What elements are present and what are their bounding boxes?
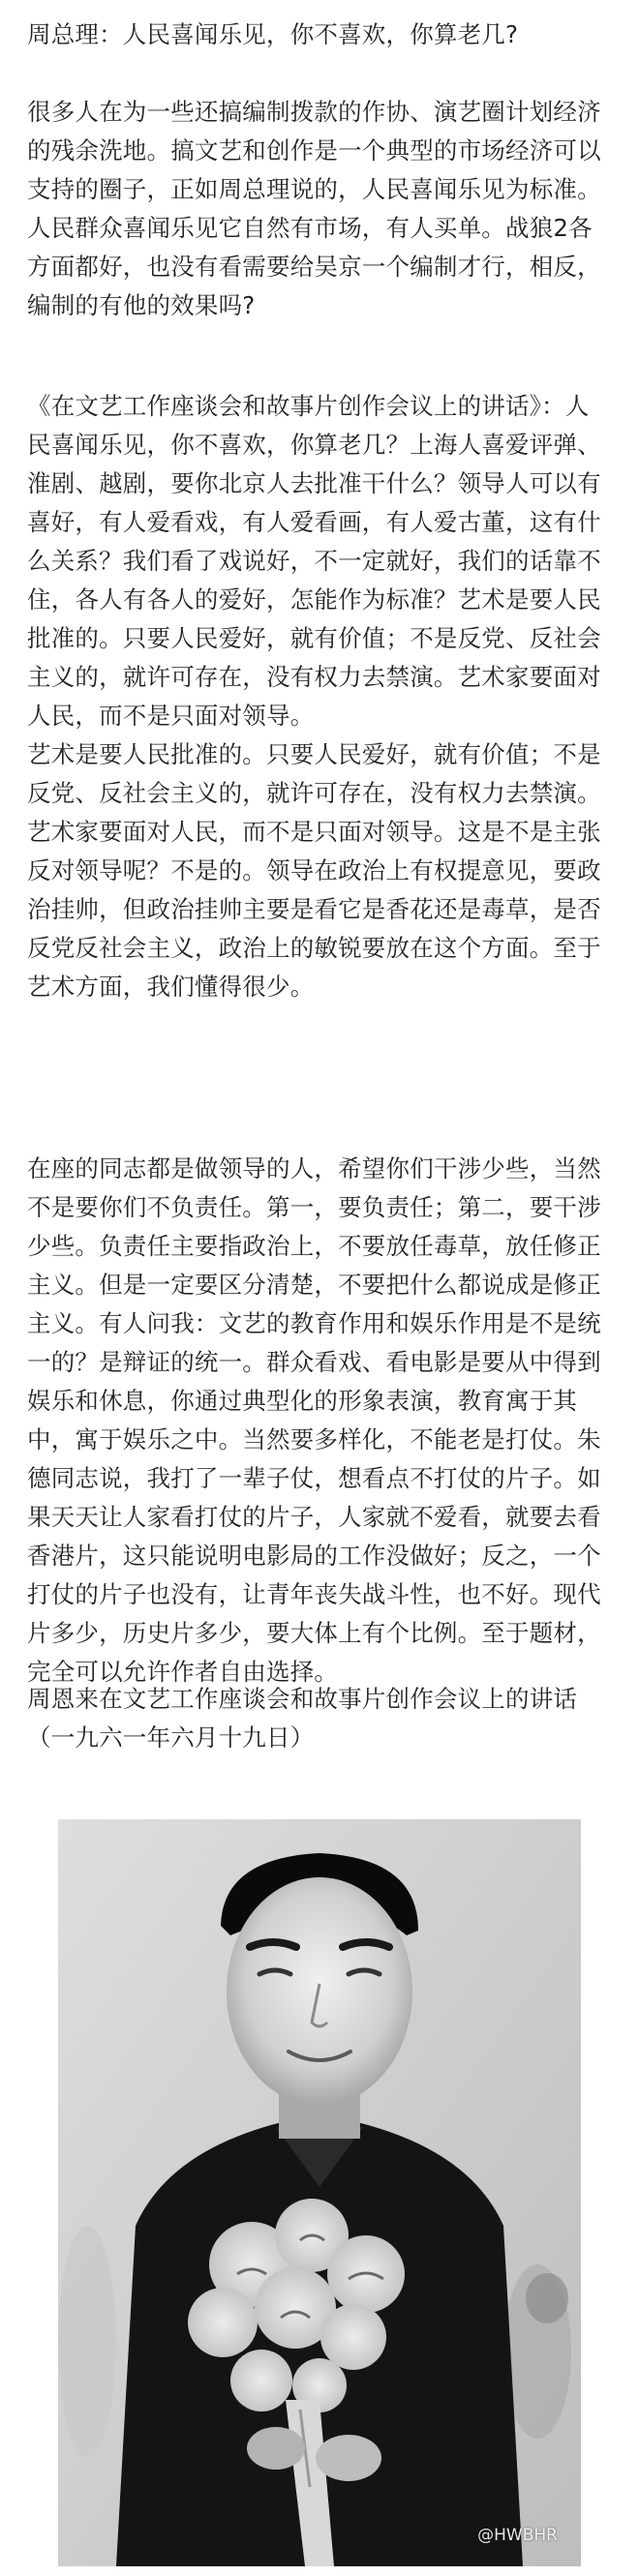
post-paragraph: 很多人在为一些还搞编制拨款的作协、演艺圈计划经济的残余洗地。搞文艺和创作是一个典型的市场经济可以支持的圈子，正如周总理说的，人民喜闻乐见为标准。人民群众喜闻乐见它自然有市场，有人买单。战狼2各方面都好，也没有看需要给吴京一个编制才行，相反，编制的有他的效果吗? xyxy=(27,98,601,319)
portrait-photo[interactable] xyxy=(58,1819,581,2566)
post-paragraph: 周恩来在文艺工作座谈会和故事片创作会议上的讲话（一九六一年六月十九日） xyxy=(27,1685,578,1752)
portrait-image xyxy=(58,1819,581,2566)
post-paragraph: 艺术是要人民批准的。只要人民爱好，就有价值；不是反党、反社会主义的，就许可存在，没有权力去禁演。艺术家要面对人民，而不是只面对领导。这是不是主张反对领导呢？不是的。领导在政治上有权提意见，要政治挂帅，但政治挂帅主要是看它是香花还是毒草，是否反党反社会主义，政治上的敏锐要放在这个方面。至于艺术方面，我们懂得很少。 xyxy=(27,740,601,1001)
post-paragraph: 在座的同志都是做领导的人，希望你们干涉少些，当然不是要你们不负责任。第一，要负责任；第二，要干涉少些。负责任主要指政治上，不要放任毒草，放任修正主义。但是一定要区分清楚，不要把什么都说成是修正主义。有人问我：文艺的教育作用和娱乐作用是不是统一的？是辩证的统一。群众看戏、看电影是要从中得到娱乐和休息，你通过典型化的形象表演，教育寓于其中，寓于娱乐之中。当然要多样化，不能老是打仗。朱德同志说，我打了一辈子仗，想看点不打仗的片子。如果天天让人家看打仗的片子，人家就不爱看，就要去看香港片，这只能说明电影局的工作没做好；反之，一个打仗的片子也没有，让青年丧失战斗性，也不好。现代片多少，历史片多少，要大体上有个比例。至于题材，完全可以允许作者自由选择。 xyxy=(27,1154,601,1686)
post-paragraph: 《在文艺工作座谈会和故事片创作会议上的讲话》：人民喜闻乐见，你不喜欢，你算老几？上海人喜爱评弹、淮剧、越剧，要你北京人去批准干什么？领导人可以有喜好，有人爱看戏，有人爱看画，有人爱古董，这有什么关系？我们看了戏说好，不一定就好，我们的话靠不住，各人有各人的爱好，怎能作为标准？艺术是要人民批准的。只要人民爱好，就有价值；不是反党、反社会主义的，就许可存在，没有权力去禁演。艺术家要面对人民，而不是只面对领导。 xyxy=(27,392,601,730)
weibo-watermark: @HWBHR xyxy=(477,2526,558,2545)
post-paragraph: 周总理：人民喜闻乐见，你不喜欢，你算老几? xyxy=(27,20,519,48)
